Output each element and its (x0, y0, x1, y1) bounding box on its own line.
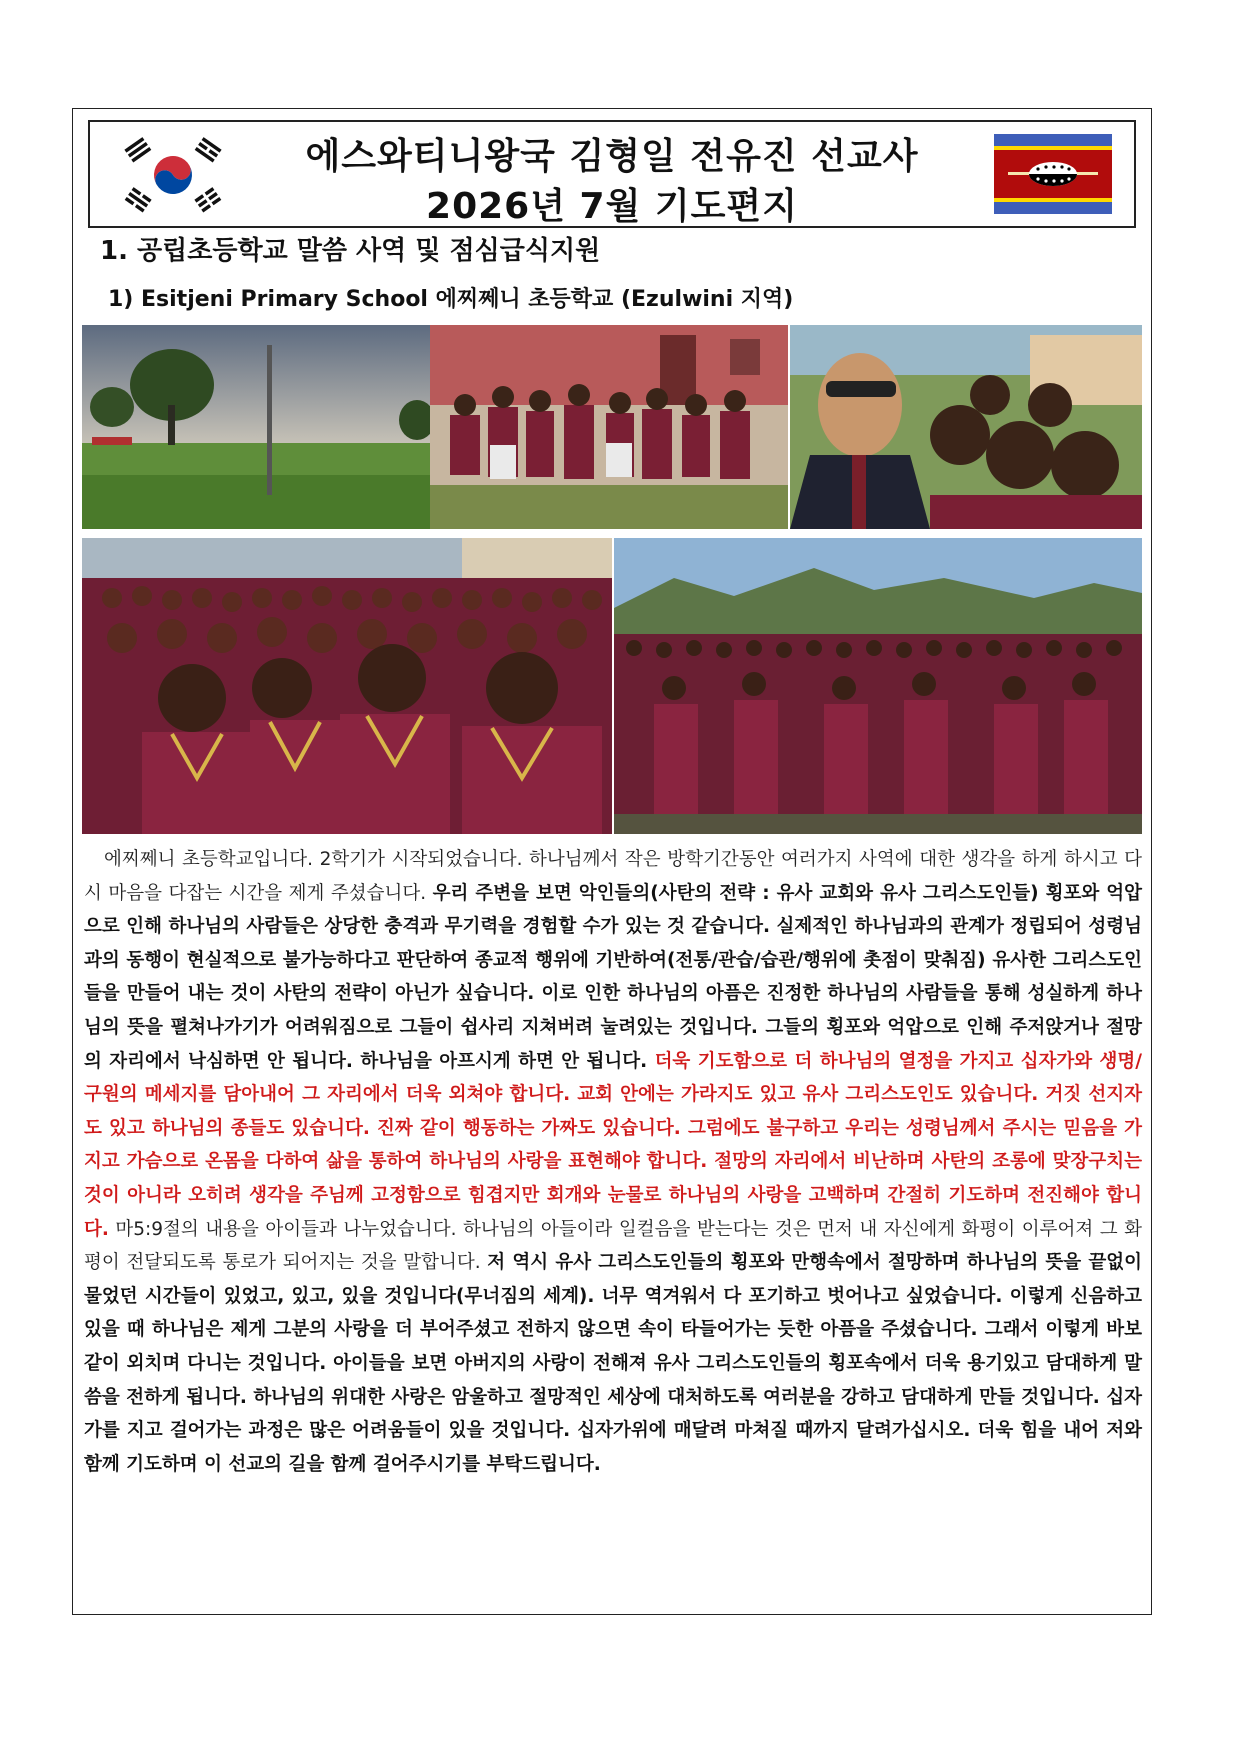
korea-flag-icon (118, 132, 228, 218)
letter-header (88, 120, 1136, 228)
letter-body (84, 843, 1142, 1481)
body-red-emphasis: 더욱 기도함으로 더 하나님의 열정을 가지고 십자가와 생명/구원의 메세지를 담아내어 그 자리에서 더욱 외쳐야 합니다. 교회 안에는 가라지도 있고 유사 그리스도인도 있습니다. 거짓 선지자도 있고 하나님의 종들도 있습니다. 진짜 같이 행동하는 가짜도 있습니다. 그럼에도 불구하고 우리는 성령님께서 주시는 믿음을 가지고 가슴으로 온몸을 다하여 삶을 통하여 하나님의 사랑을 표현해야 합니다. 절망의 자리에서 비난하며 사탄의 조롱에 맞장구치는 것이 아니라 오히려 생각을 주님께 고정함으로 힘겹지만 회개와 눈물로 하나님의 사랑을 고백하며 간절히 기도하며 전진해야 합니다. (84, 1050, 1143, 1240)
eswatini-flag-icon (994, 134, 1112, 214)
section-heading: 1. 공립초등학교 말씀 사역 및 점심급식지원 (100, 236, 601, 266)
body-intro: 에찌쩨니 초등학교입니다. 2학기가 시작되었습니다. 하나님께서 작은 방학기간동안 여러가지 사역에 대한 생각을 하게 하시고 다시 마음을 다잡는 시간을 제게 주셨습니다. (84, 849, 1142, 904)
students-praying-photo (82, 538, 612, 834)
school-subheading: 1) Esitjeni Primary School 에찌쩨니 초등학교 (Ezulwini 지역) (108, 287, 794, 312)
students-group-photo (430, 325, 788, 529)
body-bold-part2: 저 역시 유사 그리스도인들의 횡포와 만행속에서 절망하며 하나님의 뜻을 끝없이 물었던 시간들이 있었고, 있고, 있을 것입니다(무너짐의 세계). 너무 역겨워서 다 포기하고 벗어나고 싶었습니다. 이렇게 신음하고 있을 때 하나님은 제게 그분의 사랑을 더 부어주셨고 전하지 않으면 속이 타들어가는 듯한 아픔을 주셨습니다. 그래서 이렇게 바보같이 외치며 다니는 것입니다. 아이들을 보면 아버지의 사랑이 전해져 유사 그리스도인들의 횡포속에서 더욱 용기있고 담대하게 말씀을 전하게 됩니다. 하나님의 위대한 사랑은 암울하고 절망적인 세상에 대처하도록 여러분을 강하고 담대하게 만들 것입니다. 십자가를 지고 걸어가는 과정은 많은 어려움들이 있을 것입니다. 십자가위에 매달려 마쳐질 때까지 달려가십시오. 더욱 힘을 내어 저와 함께 기도하며 이 선교의 길을 함께 걸어주시기를 부탁드립니다. (84, 1252, 1142, 1475)
body-scripture: 마5:9절의 내용을 아이들과 나누었습니다. 하나님의 아들이라 일컬음을 받는다는 것은 먼저 내 자신에게 화평이 이루어져 그 화평이 전달되도록 통로가 되어지는 것을 말합니다. (84, 1218, 1142, 1274)
letter-title-line2: 2026년 7월 기도편지 (426, 186, 798, 227)
selfie-with-students-photo (790, 325, 1142, 529)
body-bold-part1: 우리 주변을 보면 악인들의(사탄의 전략 : 유사 교회와 유사 그리스도인들) 횡포와 억압으로 인해 하나님의 사람들은 상당한 충격과 무기력을 경험할 수가 있는 것 같습니다. 실제적인 하나님과의 관계가 정립되어 성령님과의 동행이 현실적으로 불가능하다고 판단하여 종교적 행위에 기반하여(전통/관습/습관/행위에 촛점이 맞춰짐) 유사한 그리스도인들을 만들어 내는 것이 사탄의 전략이 아닌가 싶습니다. 이로 인한 하나님의 아픔은 진정한 하나님의 사람들을 통해 성실하게 하나님의 뜻을 펼쳐나가기가 어려워짐으로 그들이 쉽사리 지쳐버려 눌려있는 것입니다. 그들의 횡포와 억압으로 인해 주저앉거나 절망의 자리에서 낙심하면 안 됩니다. 하나님을 아프시게 하면 안 됩니다. (84, 882, 1142, 1072)
letter-title-line1: 에스와티니왕국 김형일 전유진 선교사 (305, 136, 919, 177)
students-worship-photo (614, 538, 1142, 834)
school-field-photo (82, 325, 430, 529)
